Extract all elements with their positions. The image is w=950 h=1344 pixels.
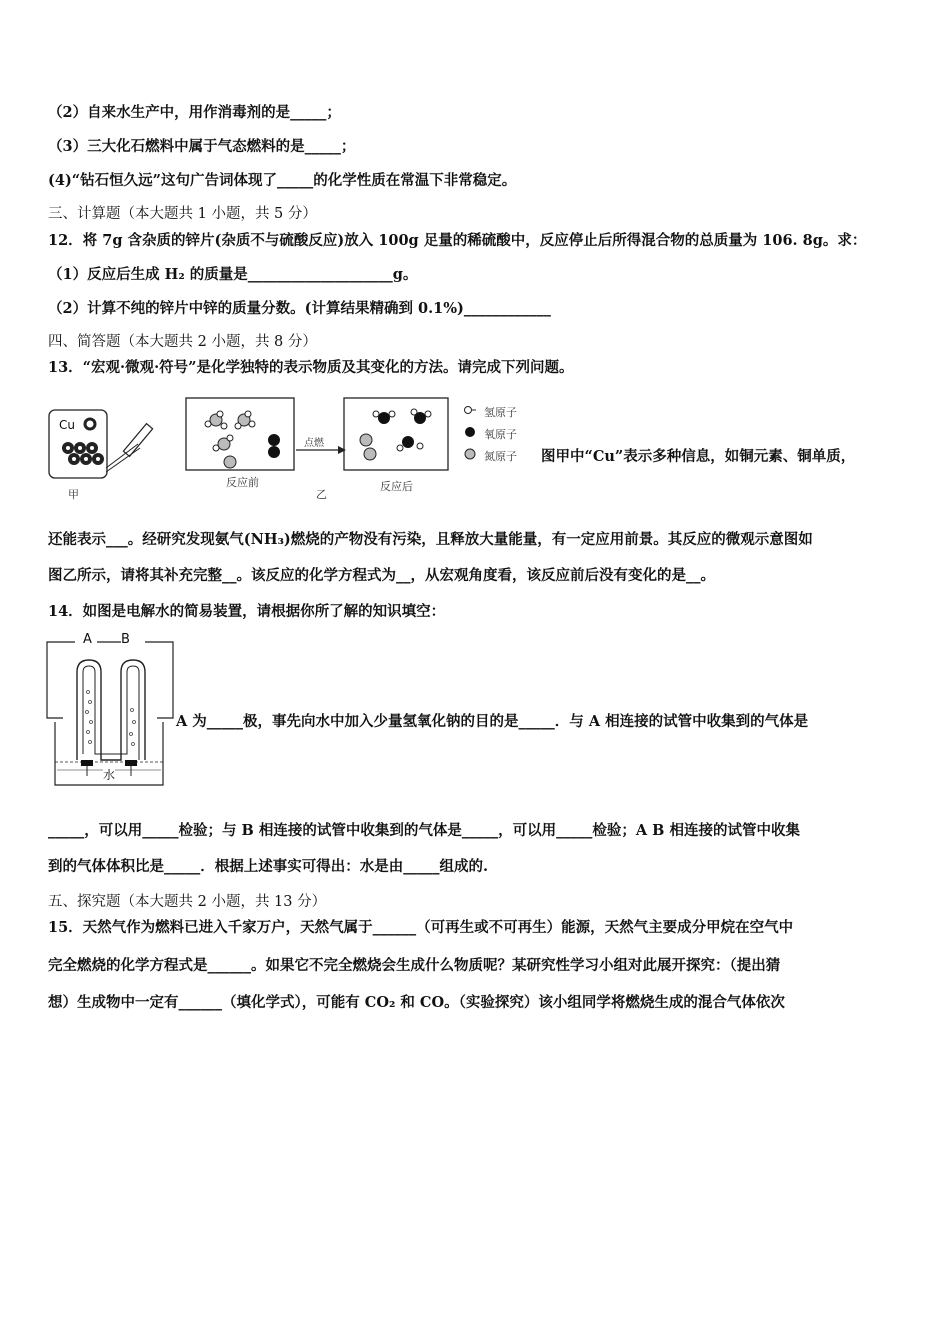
q11-part2: （2）自来水生产中，用作消毒剂的是_____； xyxy=(48,104,341,121)
q14-line-b: 到的气体体积比是_____．根据上述事实可得出：水是由_____组成的. xyxy=(48,858,489,875)
q14-inline-text: A 为_____极，事先向水中加入少量氢氧化钠的目的是_____．与 A 相连接的试管中收集到的气体是 xyxy=(176,713,809,730)
after-label: 反应后 xyxy=(380,480,413,493)
q15-line-b: 完全燃烧的化学方程式是______。如果它不完全燃烧会生成什么物质呢？某研究性学习小组对此展开探究：（提出猜 xyxy=(48,957,781,974)
yi-label: 乙 xyxy=(316,488,327,501)
figure-13 xyxy=(48,396,538,501)
q15-line-a: 15．天然气作为燃料已进入千家万户，天然气属于______（可再生或不可再生）能源，天然气主要成分甲烷在空气中 xyxy=(48,919,794,936)
q12-part2: （2）计算不纯的锌片中锌的质量分数。(计算结果精确到 0.1%)____________ xyxy=(48,300,551,317)
q15-line-c: 想）生成物中一定有______（填化学式），可能有 CO₂ 和 CO。（实验探究）该小组同学将燃烧生成的混合气体依次 xyxy=(48,994,785,1011)
cu-label: Cu xyxy=(59,418,75,432)
legend-oxygen: 氧原子 xyxy=(484,428,517,441)
before-label: 反应前 xyxy=(226,476,259,489)
q13-stem: 13．“宏观·微观·符号”是化学独特的表示物质及其变化的方法。请完成下列问题。 xyxy=(48,359,574,376)
section-5-heading: 五、探究题（本大题共 2 小题，共 13 分） xyxy=(48,894,327,910)
jia-label: 甲 xyxy=(68,488,79,501)
section-3-heading: 三、计算题（本大题共 1 小题，共 5 分） xyxy=(48,206,317,222)
q13-line-b: 图乙所示，请将其补充完整__。该反应的化学方程式为__，从宏观角度看，该反应前后没有变化的是__。 xyxy=(48,567,715,584)
q14-stem: 14．如图是电解水的简易装置，请根据你所了解的知识填空： xyxy=(48,603,446,620)
figure-14 xyxy=(45,630,175,788)
figure-13-drawing xyxy=(48,396,538,501)
q11-part4: (4)“钻石恒久远”这句广告词体现了_____的化学性质在常温下非常稳定。 xyxy=(48,172,517,189)
q12-stem: 12．将 7g 含杂质的锌片(杂质不与硫酸反应)放入 100g 足量的稀硫酸中，反应停止后所得混合物的总质量为 106. 8g。求： xyxy=(48,232,867,249)
q12-part1: （1）反应后生成 H₂ 的质量是____________________g。 xyxy=(48,266,418,283)
q14-line-a: _____，可以用_____检验；与 B 相连接的试管中收集到的气体是_____，可以用_____检验；A B 相连接的试管中收集 xyxy=(48,822,800,839)
section-4-heading: 四、简答题（本大题共 2 小题，共 8 分） xyxy=(48,334,317,350)
legend-hydrogen: 氢原子 xyxy=(484,406,517,419)
ignite-label: 点燃 xyxy=(304,438,324,449)
legend-nitrogen: 氮原子 xyxy=(484,450,517,463)
figure-14-drawing xyxy=(45,630,175,788)
q13-line-a: 还能表示___。经研究发现氨气(NH₃)燃烧的产物没有污染，且释放大量能量，有一定应用前景。其反应的微观示意图如 xyxy=(48,531,813,548)
q13-inline-text: 图甲中“Cu”表示多种信息，如铜元素、铜单质， xyxy=(541,448,856,465)
electrode-a-label: A xyxy=(83,632,92,647)
electrode-b-label: B xyxy=(121,632,130,647)
water-label: 水 xyxy=(103,768,116,782)
q11-part3: （3）三大化石燃料中属于气态燃料的是_____； xyxy=(48,138,356,155)
